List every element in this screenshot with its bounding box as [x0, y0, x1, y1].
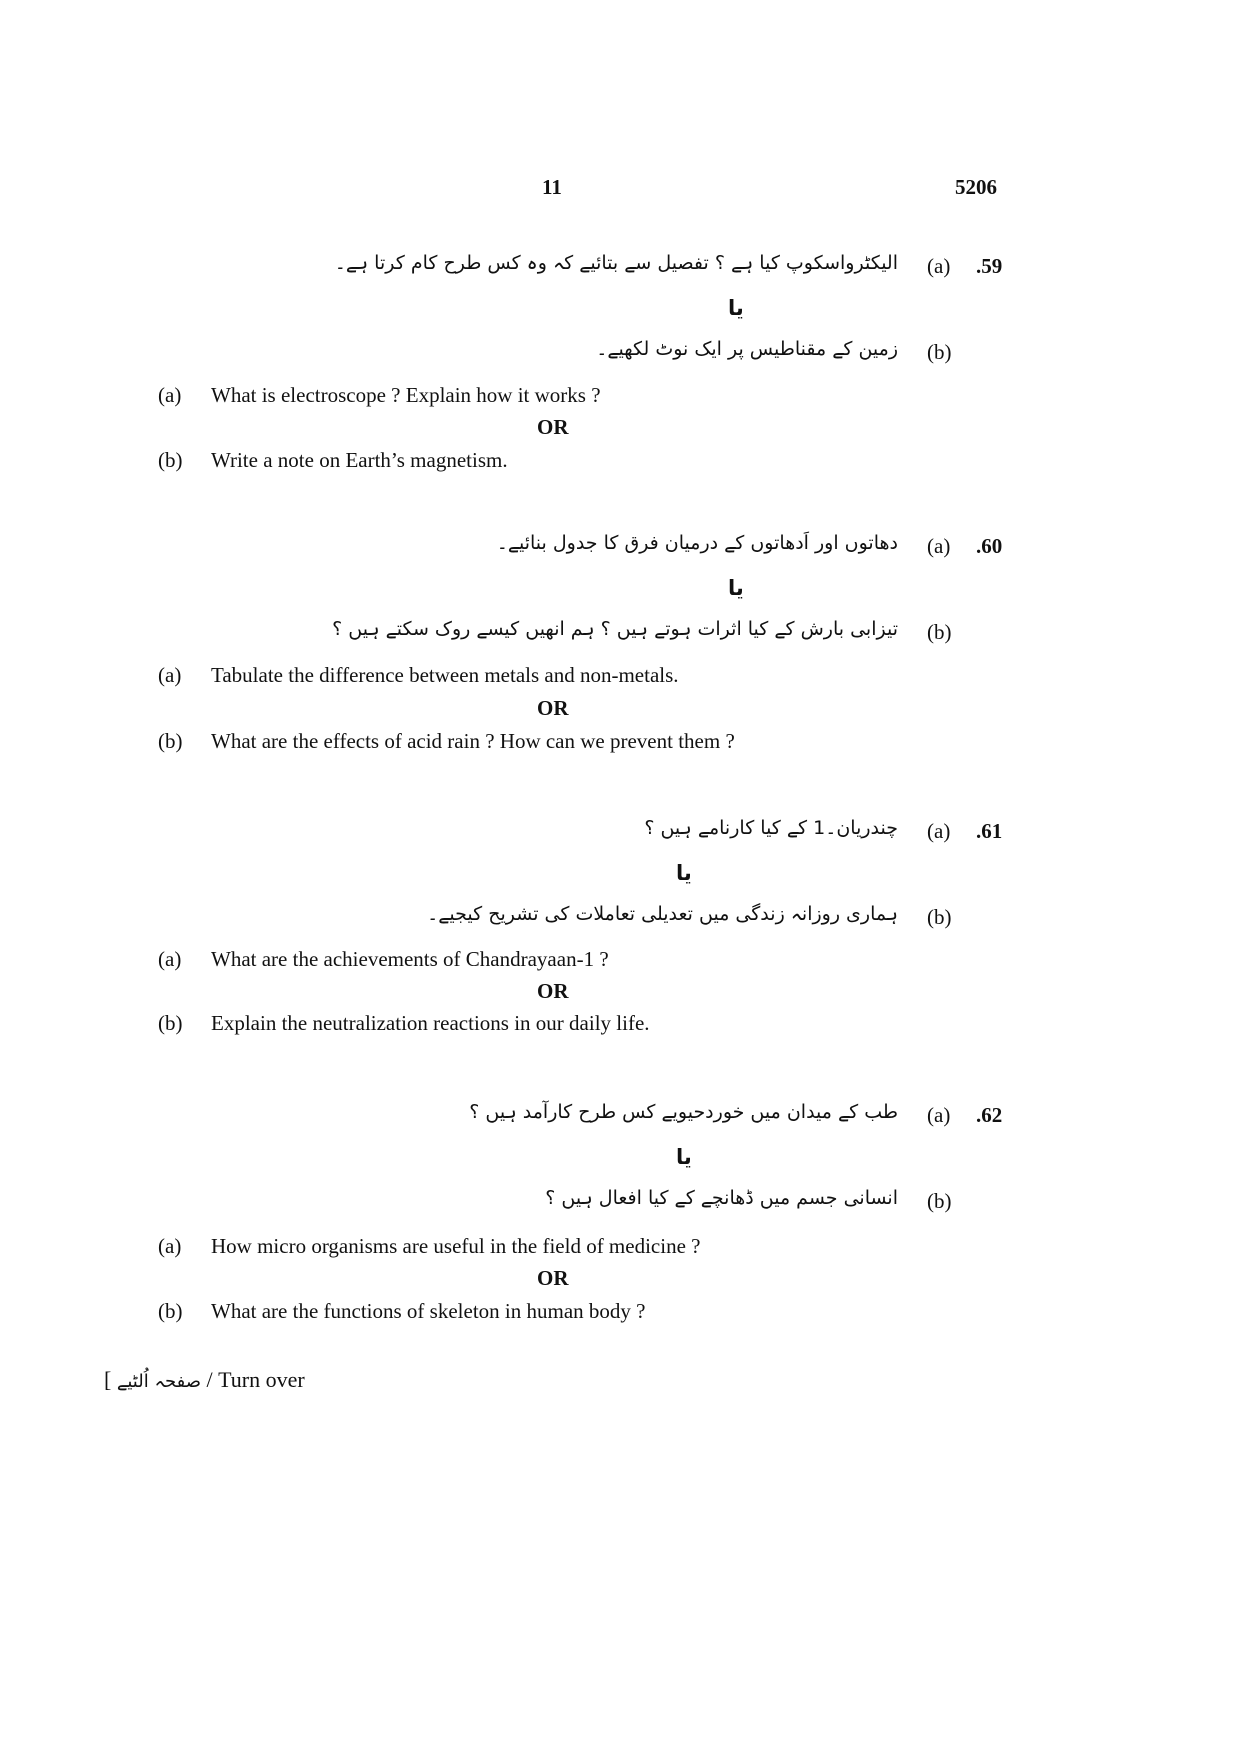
urdu-part-a-text: دھاتوں اور اَدھاتوں کے درمیان فرق کا جدول بنائیے۔: [496, 532, 898, 554]
footer-urdu-text: صفحہ اُلٹیے: [116, 1371, 202, 1392]
english-part-b-text: What are the functions of skeleton in human body ?: [211, 1299, 646, 1323]
english-part-a-text: What are the achievements of Chandrayaan-1 ?: [211, 947, 609, 971]
urdu-part-b-label: (b): [927, 905, 952, 929]
urdu-part-b-label: (b): [927, 1189, 952, 1213]
urdu-part-a-text: الیکٹرواسکوپ کیا ہے ؟ تفصیل سے بتائیے کہ وہ کس طرح کام کرتا ہے۔: [334, 252, 898, 274]
english-part-b-label: (b): [158, 1299, 183, 1323]
urdu-or: یا: [676, 1145, 692, 1169]
urdu-part-a-label: (a): [927, 1103, 951, 1127]
urdu-part-a-label: (a): [927, 254, 951, 278]
english-part-b-label: (b): [158, 729, 183, 753]
english-or: OR: [537, 415, 569, 439]
page-number: 11: [542, 175, 562, 199]
urdu-part-b-text: انسانی جسم میں ڈھانچے کے کیا افعال ہیں ؟: [545, 1187, 898, 1209]
english-part-b-label: (b): [158, 1011, 183, 1035]
english-part-a-text: What is electroscope ? Explain how it works ?: [211, 383, 601, 407]
urdu-part-a-label: (a): [927, 534, 951, 558]
english-part-a-label: (a): [158, 947, 182, 971]
urdu-part-b-text: زمین کے مقناطیس پر ایک نوٹ لکھیے۔: [596, 338, 898, 360]
question-number: .59: [976, 254, 1003, 278]
english-part-b-label: (b): [158, 448, 183, 472]
english-or: OR: [537, 979, 569, 1003]
english-or: OR: [537, 1266, 569, 1290]
question-number: .62: [976, 1103, 1003, 1127]
urdu-part-b-label: (b): [927, 620, 952, 644]
english-part-a-text: Tabulate the difference between metals and non-metals.: [211, 663, 679, 687]
english-part-a-label: (a): [158, 663, 182, 687]
english-part-b-text: Explain the neutralization reactions in our daily life.: [211, 1011, 650, 1035]
english-part-a-text: How micro organisms are useful in the field of medicine ?: [211, 1234, 701, 1258]
footer-separator: /: [201, 1367, 219, 1392]
urdu-part-a-label: (a): [927, 819, 951, 843]
urdu-part-b-text: تیزابی بارش کے کیا اثرات ہوتے ہیں ؟ ہم انھیں کیسے روک سکتے ہیں ؟: [332, 618, 898, 640]
urdu-or: یا: [728, 576, 744, 600]
english-part-b-text: Write a note on Earth’s magnetism.: [211, 448, 508, 472]
footer-english-text: Turn over: [218, 1367, 305, 1392]
urdu-part-b-label: (b): [927, 340, 952, 364]
question-number: .60: [976, 534, 1003, 558]
turn-over-note: [104, 1367, 305, 1393]
urdu-part-a-text: چندریان۔1 کے کیا کارنامے ہیں ؟: [644, 817, 898, 839]
english-part-a-label: (a): [158, 383, 182, 407]
english-part-b-text: What are the effects of acid rain ? How can we prevent them ?: [211, 729, 735, 753]
paper-code: 5206: [955, 175, 997, 199]
urdu-part-a-text: طب کے میدان میں خوردحیویے کس طرح کارآمد ہیں ؟: [469, 1101, 898, 1123]
footer-bracket: [: [104, 1367, 112, 1392]
question-number: .61: [976, 819, 1003, 843]
english-part-a-label: (a): [158, 1234, 182, 1258]
urdu-part-b-text: ہماری روزانہ زندگی میں تعدیلی تعاملات کی تشریح کیجیے۔: [427, 903, 898, 925]
urdu-or: یا: [676, 861, 692, 885]
english-or: OR: [537, 696, 569, 720]
urdu-or: یا: [728, 296, 744, 320]
